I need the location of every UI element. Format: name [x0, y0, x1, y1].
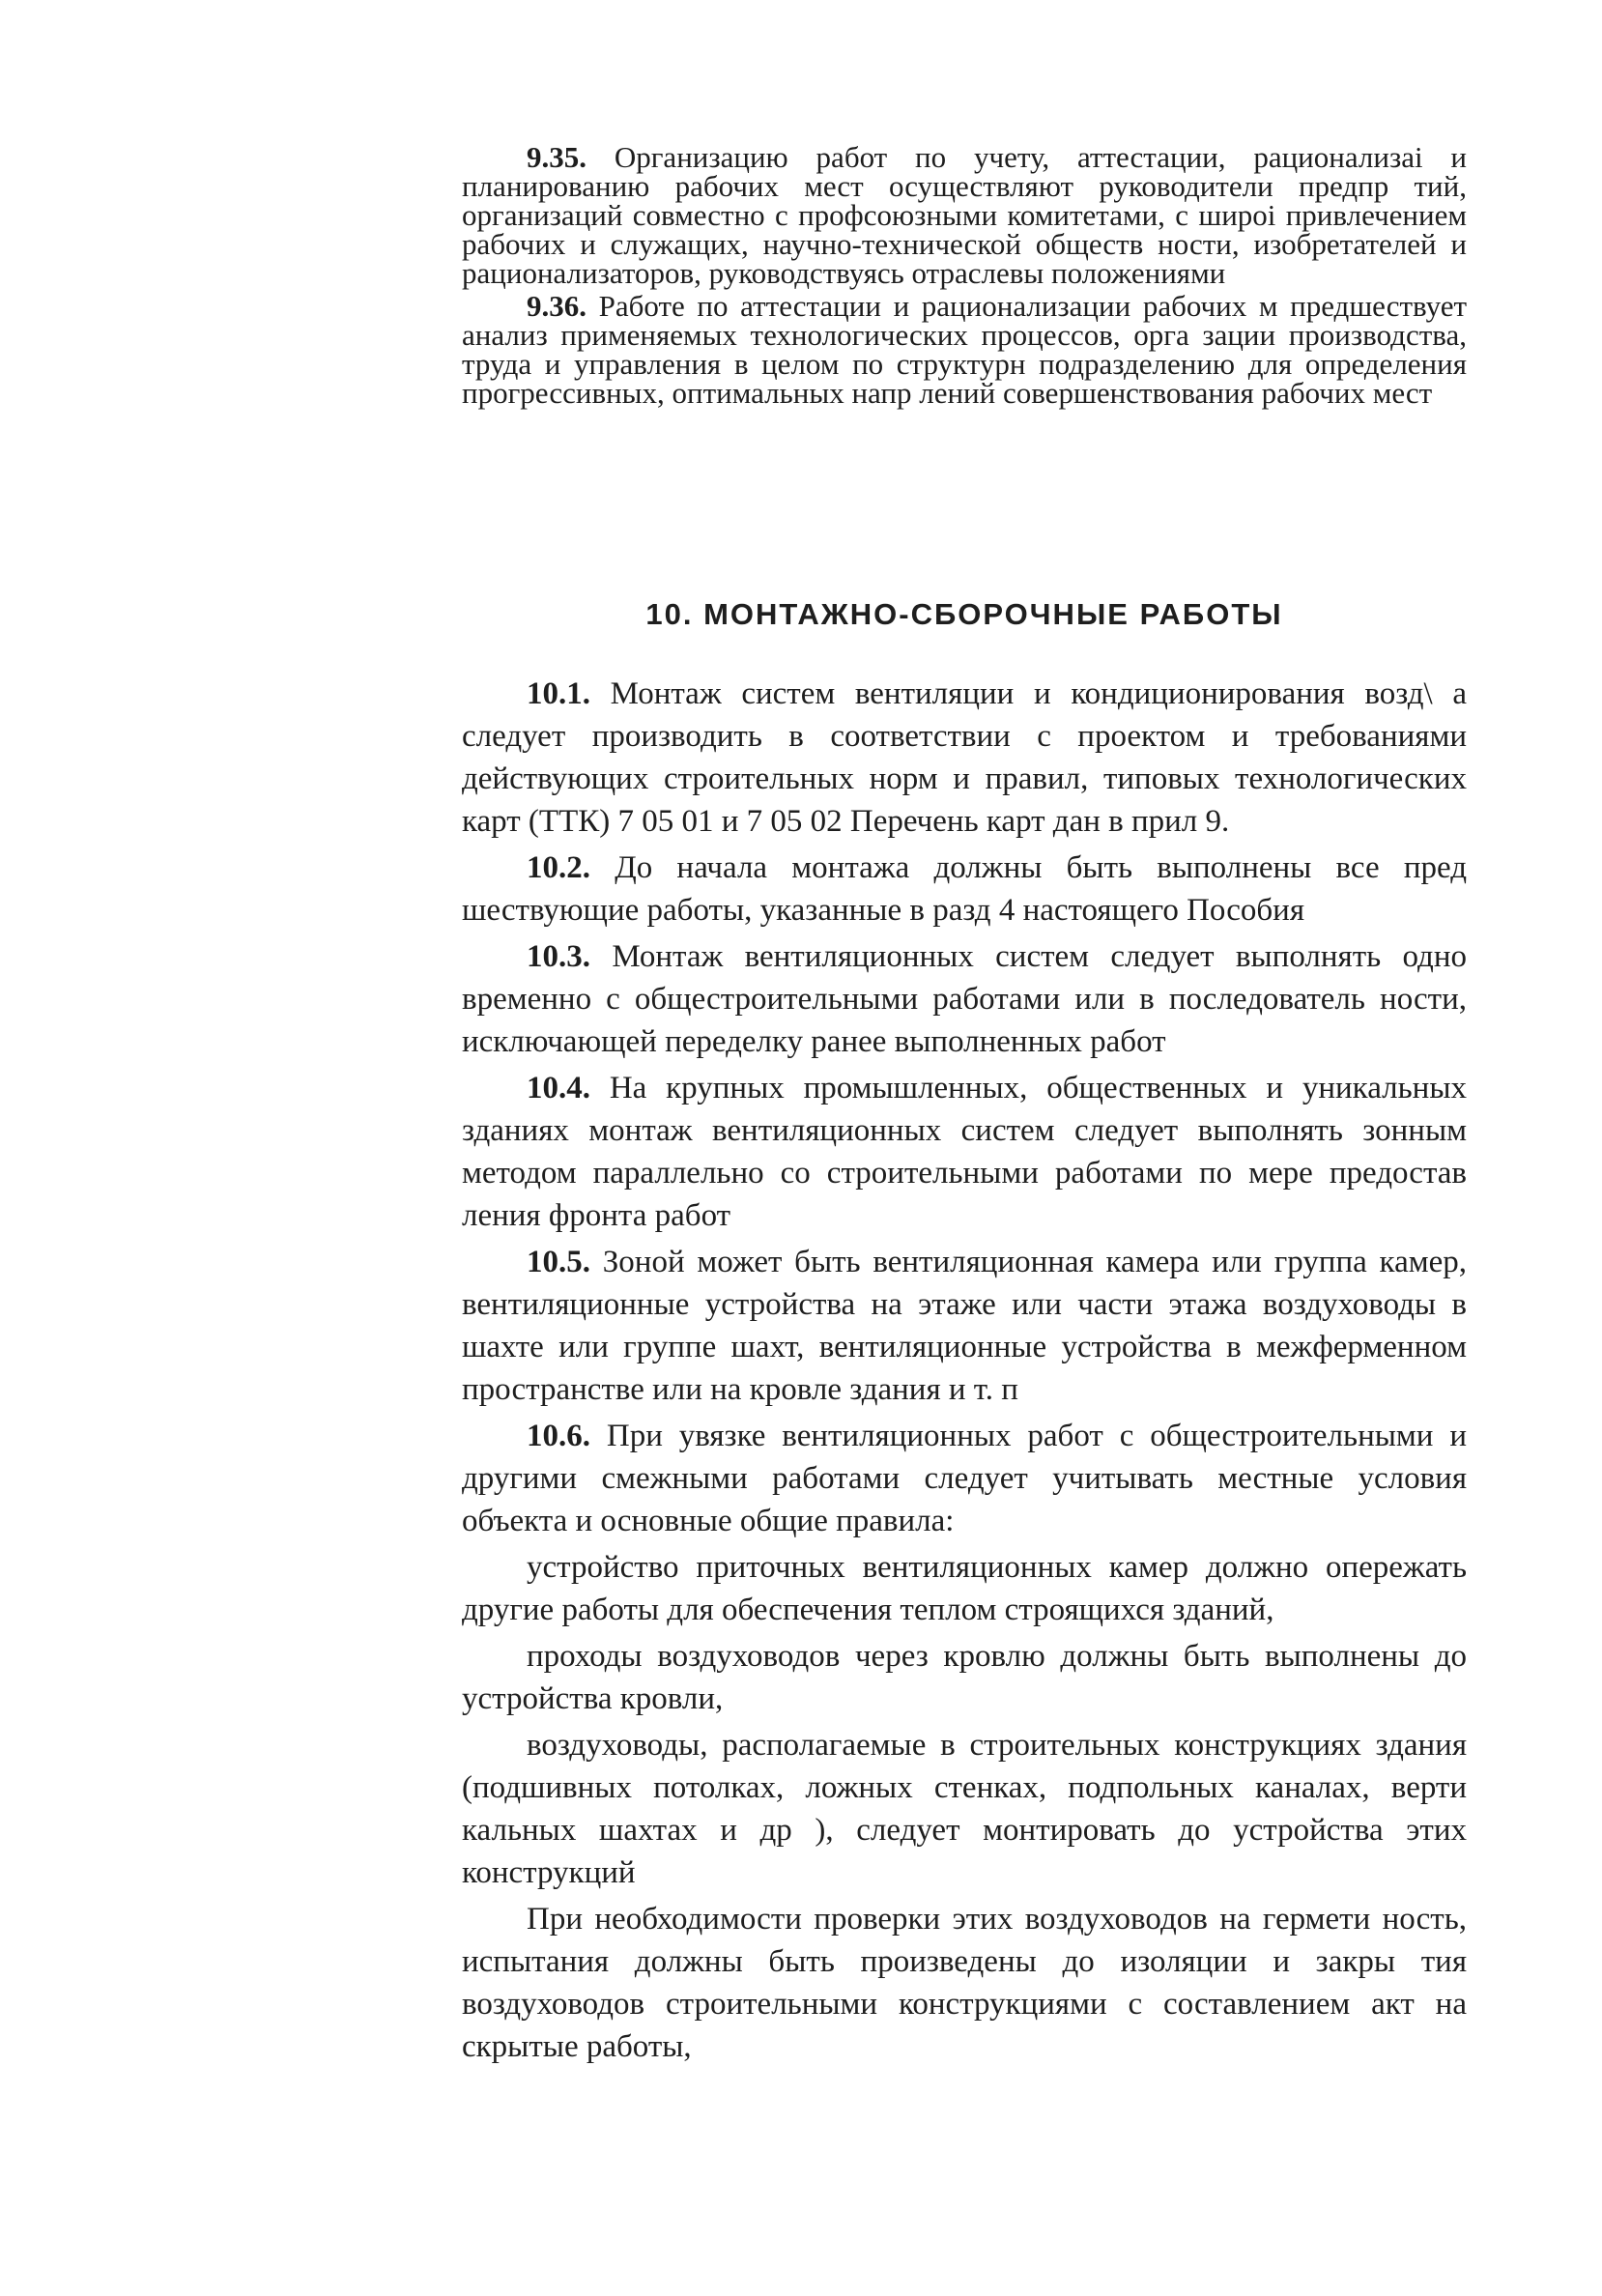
paragraph-text: Монтаж вентиляционных систем следует выполнять одно временно с общестроительными работами или в последователь ности, исключающей переделку ранее выполненных работ — [462, 939, 1467, 1059]
paragraph-text: Организацию работ по учету, аттестации, рационализаі и планированию рабочих мест осуществляют руководители предпр тий, организаций совместно с профсоюзными комитетами, с широі привлечением рабочих и служащих, научно-технической обществ ности, изобретателей и рационализаторов, руководствуясь отраслевы положениями — [462, 140, 1467, 290]
paragraph-text: На крупных промышленных, общественных и уникальных зданиях монтаж вентиляционных систем следует выполнять зонным методом параллельно со строительными работами по мере предостав ления фронта работ — [462, 1071, 1467, 1233]
document-page — [462, 140, 1467, 2064]
paragraph-number: 10.1. — [527, 676, 590, 711]
paragraph-10-2 — [462, 847, 1467, 932]
paragraph-10-5 — [462, 1241, 1467, 1411]
section-9-text — [462, 140, 1467, 410]
paragraph-text: проходы воздуховодов через кровлю должны быть выполнены до устройства кровли, — [462, 1639, 1467, 1716]
section-heading: 10. МОНТАЖНО-СБОРОЧНЫЕ РАБОТЫ — [645, 597, 1283, 631]
paragraph-number: 10.5. — [527, 1245, 590, 1279]
paragraph-10-3 — [462, 935, 1467, 1063]
paragraph-text: Монтаж систем вентиляции и кондиционирования возд\ а следует производить в соответствии с проектом и требованиями действующих строительных норм и правил, типовых технологических карт (ТТК) 7 05 01 и 7 05 02 Перечень карт дан в прил 9. — [462, 676, 1467, 839]
paragraph-text: Зоной может быть вентиляционная камера или группа камер, вентиляционные устройства на этаже или части этажа воздуховоды в шахте или группе шахт, вентиляционные устройства в межферменном пространстве или на кровле здания и т. п — [462, 1245, 1467, 1407]
paragraph-text: воздуховоды, располагаемые в строительных конструкциях здания (подшивных потолках, ложных стенках, подпольных каналах, верти кальных шахтах и др ), следует монтировать до устройства этих конструкций — [462, 1728, 1467, 1890]
section-10-text — [462, 673, 1467, 2068]
paragraph-number: 10.4. — [527, 1071, 590, 1105]
paragraph-number: 10.6. — [527, 1419, 590, 1453]
paragraph-text: До начала монтажа должны быть выполнены все пред шествующие работы, указанные в разд 4 настоящего Пособия — [462, 850, 1467, 928]
paragraph-text: При увязке вентиляционных работ с общестроительными и другими смежными работами следует учитывать местные условия объекта и основные общие правила: — [462, 1419, 1467, 1538]
paragraph-number: 9.35. — [527, 140, 586, 174]
paragraph-text: При необходимости проверки этих воздуховодов на гермети ность, испытания должны быть произведены до изоляции и закры тия воздуховодов строительными конструкциями с составлением акт на скрытые работы, — [462, 1902, 1467, 2064]
paragraph-10-4 — [462, 1067, 1467, 1237]
paragraph-number: 9.36. — [527, 289, 586, 323]
paragraph-9-35 — [462, 140, 1467, 290]
paragraph-number: 10.3. — [527, 939, 590, 974]
paragraph-tightness-check — [462, 1898, 1467, 2068]
paragraph-text: Работе по аттестации и рационализации рабочих м предшествует анализ применяемых технологических процессов, орга зации производства, труда и управления в целом по структурн подразделению для определения прогрессивных, оптимальных напр лений совершенствования рабочих мест — [462, 289, 1467, 410]
paragraph-9-36 — [462, 289, 1467, 410]
paragraph-text: устройство приточных вентиляционных камер должно опережать другие работы для обеспечения теплом строящихся зданий, — [462, 1550, 1467, 1627]
list-item-building-ducts — [462, 1724, 1467, 1894]
list-item-roof-passages — [462, 1635, 1467, 1720]
paragraph-10-6 — [462, 1415, 1467, 1542]
paragraph-number: 10.2. — [527, 850, 590, 885]
list-item-supply-chambers — [462, 1546, 1467, 1631]
paragraph-10-1 — [462, 673, 1467, 843]
